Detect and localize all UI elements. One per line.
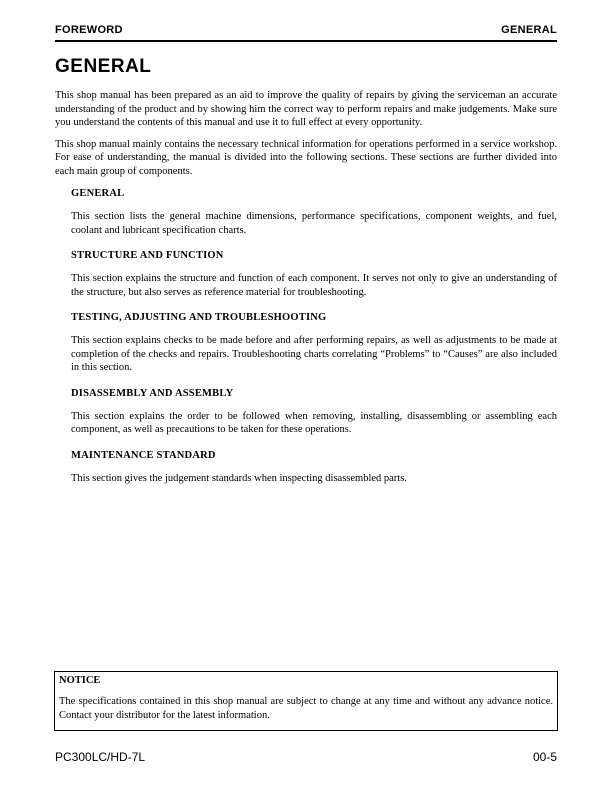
section-heading: GENERAL xyxy=(71,188,125,199)
section-testing-adjusting-troubleshooting xyxy=(71,311,557,375)
section-structure-and-function xyxy=(71,249,557,299)
section-general xyxy=(71,187,557,237)
header-right-label: GENERAL xyxy=(501,24,557,36)
notice-body: The specifications contained in this shop manual are subject to change at any time and without any advance notice. Contact your distributor for the latest information. xyxy=(59,696,553,721)
section-maintenance-standard xyxy=(71,449,557,486)
intro-paragraphs xyxy=(55,89,557,178)
section-heading: MAINTENANCE STANDARD xyxy=(71,449,216,461)
intro-paragraph-1: This shop manual has been prepared as an aid to improve the quality of repairs by giving the serviceman an accurate understanding of the product and by showing him the correct way to perform repairs and make judgements. Make sure you understand the contents of this manual and use it to full effect at every opportunity. xyxy=(55,90,557,128)
header-left-label: FOREWORD xyxy=(55,24,123,36)
section-body: This section explains checks to be made before and after performing repairs, as well as adjustments to be made at completion of the checks and repairs. Troubleshooting charts correlating “Problems” to “Causes” are also included in this section. xyxy=(71,335,557,373)
notice-box xyxy=(54,671,558,731)
section-body: This section explains the structure and function of each component. It serves not only to give an understanding of the structure, but also serves as reference material for troubleshooting. xyxy=(71,273,557,298)
page-footer xyxy=(55,750,557,764)
page-title: GENERAL xyxy=(55,56,152,77)
section-body: This section lists the general machine dimensions, performance specifications, component weights, and fuel, coolant and lubricant specification charts. xyxy=(71,211,557,236)
section-heading: DISASSEMBLY AND ASSEMBLY xyxy=(71,387,234,399)
intro-paragraph-2: This shop manual mainly contains the necessary technical information for operations performed in a service workshop. For ease of understanding, the manual is divided into the following sections. These sections are further divided into each main group of components. xyxy=(55,138,557,177)
section-body: This section explains the order to be followed when removing, installing, disassembling or assembling each component, as well as precautions to be taken for these operations. xyxy=(71,410,557,435)
footer-model-number: PC300LC/HD-7L xyxy=(55,750,146,764)
running-header xyxy=(55,24,557,42)
notice-label: NOTICE xyxy=(59,675,101,686)
section-heading: STRUCTURE AND FUNCTION xyxy=(71,250,224,261)
section-disassembly-and-assembly xyxy=(71,387,557,437)
section-heading: TESTING, ADJUSTING AND TROUBLESHOOTING xyxy=(71,312,327,323)
footer-page-number: 00-5 xyxy=(532,750,557,764)
section-list xyxy=(71,187,557,485)
section-body: This section gives the judgement standards when inspecting disassembled parts. xyxy=(71,472,407,484)
